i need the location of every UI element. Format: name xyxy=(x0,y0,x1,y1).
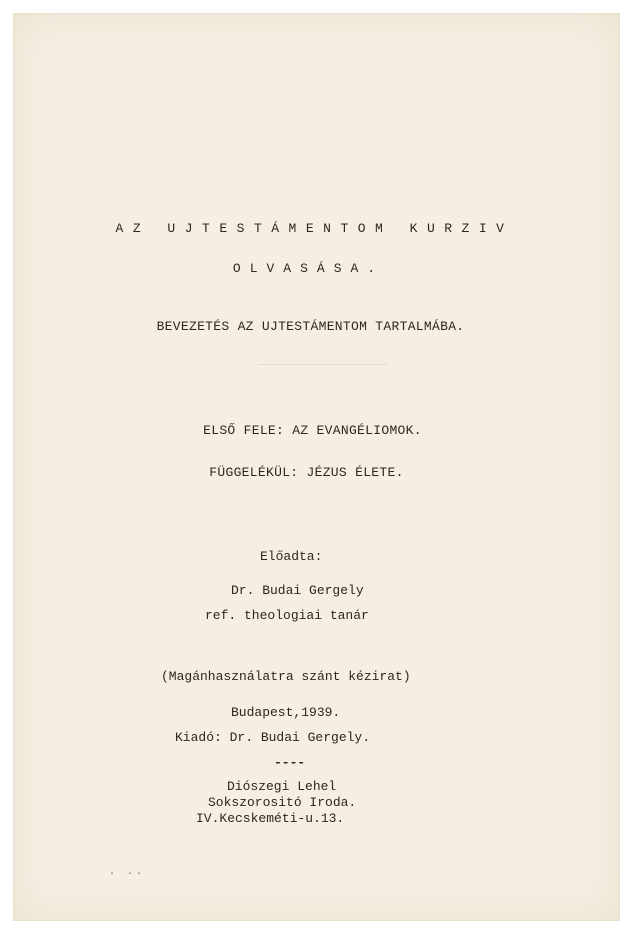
subtitle: BEVEZETÉS AZ UJTESTÁMENTOM TARTALMÁBA. xyxy=(156,319,465,334)
author-name: Dr. Budai Gergely xyxy=(231,583,364,598)
title-line-1: AZ UJTESTÁMENTOM KURZIV xyxy=(115,221,514,236)
printer-address: IV.Kecskeméti-u.13. xyxy=(196,811,345,826)
paper-specks: · ·· xyxy=(109,869,146,880)
publisher: Kiadó: Dr. Budai Gergely. xyxy=(175,730,371,745)
presented-label: Előadta: xyxy=(260,549,323,564)
printer-office: Sokszorositó Iroda. xyxy=(208,795,357,810)
faint-rule xyxy=(258,364,388,365)
title-line-2: OLVASÁSA. xyxy=(232,261,385,276)
appendix-heading: FÜGGELÉKÜL: JÉZUS ÉLETE. xyxy=(209,465,404,480)
manuscript-note: (Magánhasználatra szánt kézirat) xyxy=(161,669,411,684)
document-page xyxy=(13,13,620,921)
place-year: Budapest,1939. xyxy=(231,705,341,720)
author-role: ref. theologiai tanár xyxy=(205,608,369,623)
part-heading: ELSŐ FELE: AZ EVANGÉLIOMOK. xyxy=(203,423,422,438)
separator: ---- xyxy=(274,755,306,770)
printer-name: Diószegi Lehel xyxy=(227,779,337,794)
